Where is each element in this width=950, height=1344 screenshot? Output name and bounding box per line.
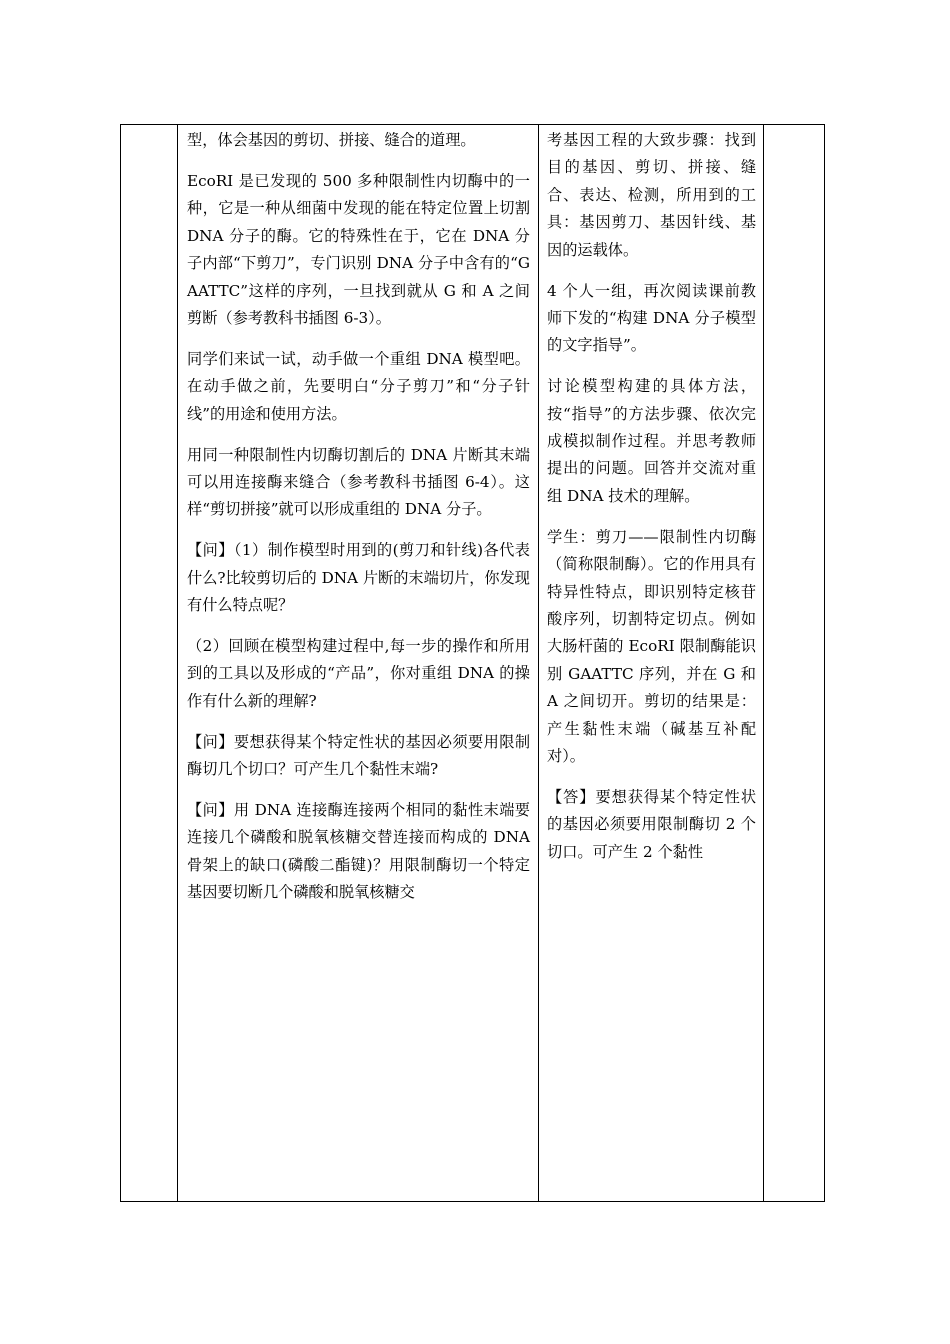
stage-column-cell [121,125,178,1202]
teacher-paragraph: （2）回顾在模型构建过程中,每一步的操作和所用到的工具以及形成的“产品”，你对重组 DNA 的操作有什么新的理解? [187,637,530,710]
notes-column-cell [764,125,825,1202]
student-paragraph: 考基因工程的大致步骤：找到目的基因、剪切、拼接、缝合、表达、检测，所用到的工具：基因剪刀、基因针线、基因的运载体。 [547,131,756,259]
student-activity-text [539,125,763,880]
teacher-paragraph: 同学们来试一试，动手做一个重组 DNA 模型吧。在动手做之前，先要明白“分子剪刀”和“分子针线”的用途和使用方法。 [187,349,530,423]
teacher-paragraph: 用同一种限制性内切酶切割后的 DNA 片断其末端可以用连接酶来缝合（参考教科书插图 6-4）。这样“剪切拼接”就可以形成重组的 DNA 分子。 [187,445,530,519]
student-paragraph: 4 个人一组，再次阅读课前教师下发的“构建 DNA 分子模型的文字指导”。 [547,281,756,355]
teacher-paragraph: 【问】（1）制作模型时用到的(剪刀和针线)各代表什么?比较剪切后的 DNA 片断的末端切片，你发现有什么特点呢？ [187,541,530,615]
teacher-paragraph: 【问】用 DNA 连接酶连接两个相同的黏性末端要连接几个磷酸和脱氧核糖交替连接而构成的 DNA 骨架上的缺口(磷酸二酯键)？用限制酶切一个特定基因要切断几个磷酸和脱氧核糖交 [187,801,530,902]
teacher-paragraph: 【问】要想获得某个特定性状的基因必须要用限制酶切几个切口？可产生几个黏性末端? [187,732,530,779]
student-paragraph: 【答】要想获得某个特定性状的基因必须要用限制酶切 2 个切口。可产生 2 个黏性 [547,787,756,861]
table-row [121,125,825,1202]
student-paragraph: 学生：剪刀——限制性内切酶（简称限制酶）。它的作用具有特异性特点，即识别特定核苷酸序列，切割特定切点。例如大肠杆菌的 EcoRI 限制酶能识别 GAATTC 序列，并在 G 和 A 之间切开。剪切的结果是：产生黏性末端（碱基互补配对）。 [547,527,756,766]
lesson-plan-table [120,124,825,1202]
teacher-activity-cell [178,125,539,1202]
student-activity-cell [539,125,764,1202]
teacher-paragraph: EcoRI 是已发现的 500 多种限制性内切酶中的一种，它是一种从细菌中发现的能在特定位置上切割 DNA 分子的酶。它的特殊性在于，它在 DNA 分子内部“下剪刀”，专门识别 DNA 分子中含有的“GAATTC”这样的序列，一旦找到就从 G 和 A 之间剪断（参考教科书插图 6-3）。 [187,171,530,327]
student-paragraph: 讨论模型构建的具体方法，按“指导”的方法步骤、依次完成模拟制作过程。并思考教师提出的问题。回答并交流对重组 DNA 技术的理解。 [547,377,756,505]
teacher-paragraph: 型，体会基因的剪切、拼接、缝合的道理。 [187,131,476,149]
teacher-activity-text [178,125,538,920]
